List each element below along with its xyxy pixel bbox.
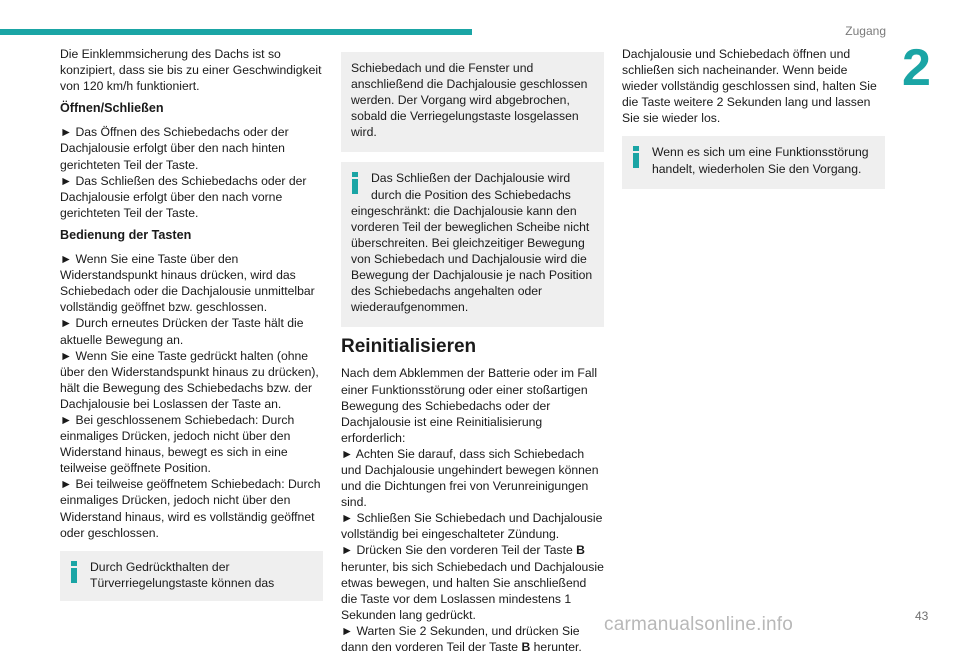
open-step: ► Das Öffnen des Schiebedachs oder der Dachjalousie erfolgt über den nach hinten gerichteten Teil der Taste. <box>60 125 289 172</box>
close-step: ► Das Schließen des Schiebedachs oder der Dachjalousie erfolgt über den nach vorne gerichteten Teil der Taste. <box>60 173 307 220</box>
button-step: ► Bei geschlossenem Schiebedach: Durch einmaliges Drücken, jedoch nicht über den Widerstand hinaus, bewegt es sich in eine teilweise geöffnete Position. <box>60 412 295 476</box>
button-step: ► Wenn Sie eine Taste über den Widerstandspunkt hinaus drücken, wird das Schiebedach oder die Dachjalousie unmittelbar vollständig geöffnet bzw. geschlossen. <box>60 252 315 315</box>
note-text: Wenn es sich um eine Funktionsstörung handelt, wiederholen Sie den Vorgang. <box>652 145 869 176</box>
column-2 <box>341 46 604 655</box>
column-1 <box>60 46 323 611</box>
heading-reinit: Reinitialisieren <box>341 336 477 358</box>
page-number: 43 <box>915 609 929 623</box>
info-icon <box>351 172 359 194</box>
info-note-locking <box>60 551 323 601</box>
intro-text: Die Einklemmsicherung des Dachs ist so konzipiert, dass sie bis zu einer Geschwindigkeit von 120 km/h funktioniert. <box>60 47 322 94</box>
reinit-step: ► Warten Sie 2 Sekunden, und drücken Sie dann den vorderen Teil der Taste B herunter. <box>341 623 582 654</box>
reinit-step: ► Achten Sie darauf, dass sich Schiebedach und Dachjalousie ungehindert bewegen können und die Dichtungen frei von Verunreinigungen sind. <box>341 446 599 510</box>
info-note-blind <box>341 162 604 327</box>
column-3 <box>622 46 885 199</box>
reinit-continued-text: Dachjalousie und Schiebedach öffnen und schließen sich nacheinander. Wenn beide wieder vollständig geschlossen sind, halten Sie die Taste weitere 2 Sekunden lang und lassen Sie sie wieder los. <box>622 47 877 126</box>
section-title: Zugang <box>845 24 886 38</box>
info-icon <box>632 146 640 168</box>
note-text: Durch Gedrückthalten der Türverriegelungstaste können das <box>90 559 275 590</box>
reinit-step: ► Drücken Sie den vorderen Teil der Taste B herunter, bis sich Schiebedach und Dachjalousie etwas bewegen, und halten Sie anschließend die Taste vor dem Loslassen mindestens 1 Sekunden lang gedrückt. <box>341 543 604 622</box>
key-b-label: B <box>576 543 585 558</box>
key-b-label: B <box>521 640 531 654</box>
note-text: Schiebedach und die Fenster und anschließend die Dachjalousie geschlossen werden. Der Vorgang wird abgebrochen, sobald die Verriegelungstaste losgelassen wird. <box>351 61 588 140</box>
header-accent-bar <box>0 29 472 35</box>
info-icon <box>70 561 78 583</box>
reinit-step: ► Schließen Sie Schiebedach und Dachjalousie vollständig bei eingeschalteter Zündung. <box>341 511 603 542</box>
watermark: carmanualsonline.info <box>604 614 794 635</box>
chapter-number: 2 <box>902 39 931 97</box>
heading-buttons: Bedienung der Tasten <box>60 227 192 242</box>
note-text: eingeschränkt: die Dachjalousie kann den vorderen Teil der beweglichen Scheibe nicht überschreiten. Bei gleichzeitiger Bewegung von Schiebedach und Dachjalousie wird die Bewegung der Dachjalousie je nach Position des Schiebedachs angehalten oder wiederaufgenommen. <box>351 203 593 315</box>
note-continuation <box>341 52 604 152</box>
button-step: ► Wenn Sie eine Taste gedrückt halten (ohne über den Widerstandspunkt hinaus zu drücken), hält die Bewegung des Schiebedachs bzw. der Dachjalousie bei Loslassen der Taste an. <box>60 348 319 411</box>
button-step: ► Bei teilweise geöffnetem Schiebedach: Durch einmaliges Drücken, jedoch nicht über den Widerstand hinaus, wird es vollständig geöffnet oder geschlossen. <box>60 477 321 540</box>
button-step: ► Durch erneutes Drücken der Taste hält die aktuelle Bewegung an. <box>60 316 304 347</box>
heading-open-close: Öffnen/Schließen <box>60 101 164 116</box>
info-note-malfunction <box>622 136 885 188</box>
note-lead-text: Das Schließen der Dachjalousie wird durch die Position des Schiebedachs <box>371 171 571 202</box>
reinit-intro: Nach dem Abklemmen der Batterie oder im Fall einer Funktionsstörung oder einer stoßartigen Bewegung des Schiebedachs oder der Dachjalousie ist eine Reinitialisierung erforderlich: <box>341 366 598 445</box>
